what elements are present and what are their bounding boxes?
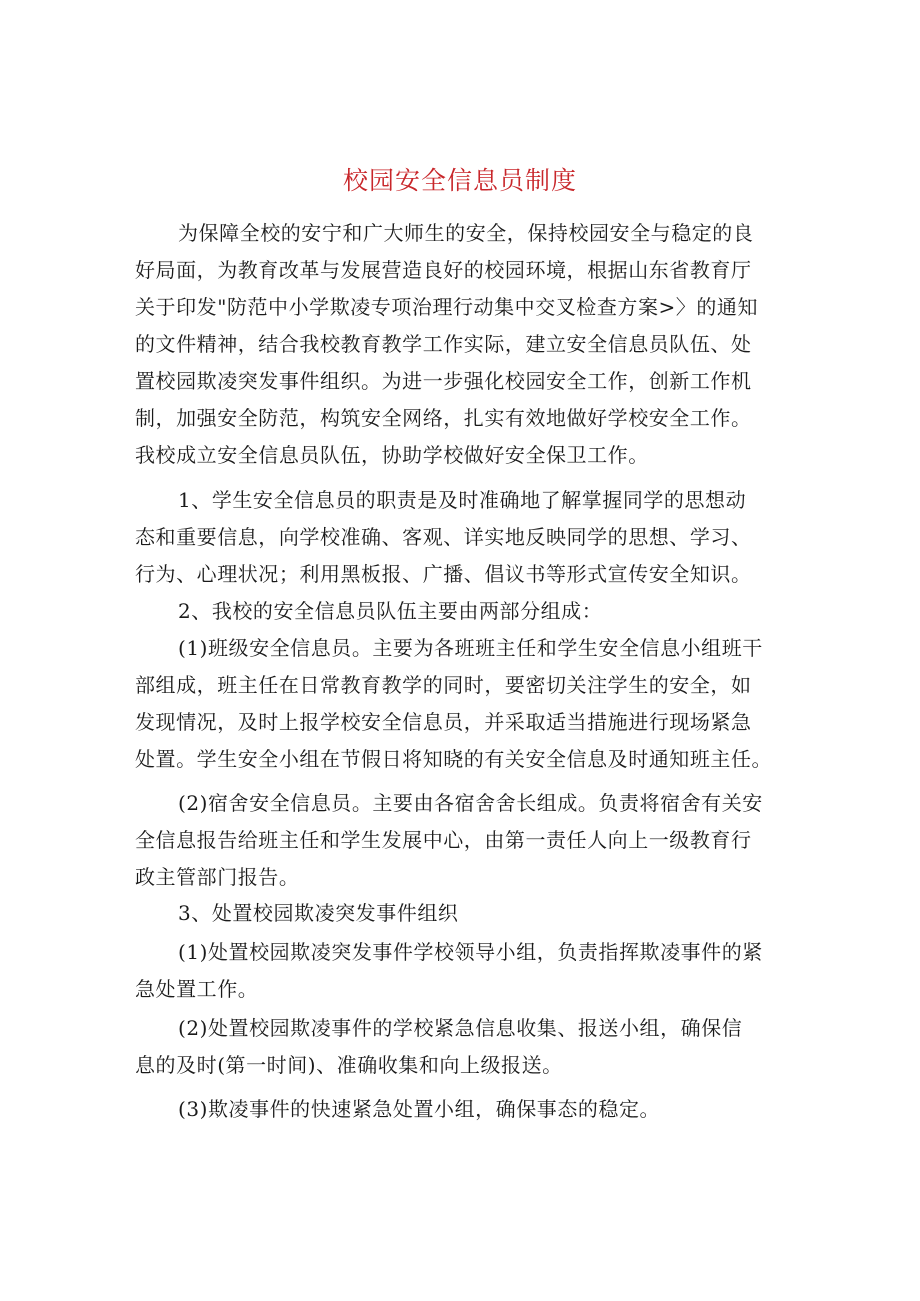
intro-line: 好局面，为教育改革与发展营造良好的校园环境，根据山东省教育厅 <box>135 258 752 282</box>
item2-1-line: 部组成，班主任在日常教育教学的同时，要密切关注学生的安全，如 <box>135 673 752 697</box>
item1-line: 行为、心理状况；利用黑板报、广播、倡议书等形式宣传安全知识。 <box>135 562 752 586</box>
intro-line: 的文件精神，结合我校教育教学工作实际，建立安全信息员队伍、处 <box>135 332 752 356</box>
intro-line: 关于印发"防范中小学欺凌专项治理行动集中交叉检查方案>〉的通知 <box>135 295 759 319</box>
item3-1-line: (1)处置校园欺凌突发事件学校领导小组，负责指挥欺凌事件的紧 <box>178 940 763 964</box>
item3-1-line: 急处置工作。 <box>135 977 259 1001</box>
item2-2-line: (2)宿舍安全信息员。主要由各宿舍舍长组成。负责将宿舍有关安 <box>178 791 763 815</box>
item1-line: 1、学生安全信息员的职责是及时准确地了解掌握同学的思想动 <box>178 488 747 512</box>
intro-line: 制，加强安全防范，构筑安全网络，扎实有效地做好学校安全工作。 <box>135 406 752 430</box>
item1-line: 态和重要信息，向学校准确、客观、详实地反映同学的思想、学习、 <box>135 525 752 549</box>
intro-line: 我校成立安全信息员队伍，协助学校做好安全保卫工作。 <box>135 443 649 467</box>
intro-line: 为保障全校的安宁和广大师生的安全，保持校园安全与稳定的良 <box>178 221 754 245</box>
item2-2-line: 全信息报告给班主任和学生发展中心，由第一责任人向上一级教育行 <box>135 828 752 852</box>
item3-3-line: (3)欺凌事件的快速紧急处置小组，确保事态的稳定。 <box>178 1097 661 1121</box>
item3-2-line: (2)处置校园欺凌事件的学校紧急信息收集、报送小组，确保信 <box>178 1016 743 1040</box>
intro-line: 置校园欺凌突发事件组织。为进一步强化校园安全工作，创新工作机 <box>135 369 752 393</box>
item2-2-line: 政主管部门报告。 <box>135 865 300 889</box>
page-title: 校园安全信息员制度 <box>342 166 577 195</box>
item3-2-line: 息的及时(第一时间)、准确收集和向上级报送。 <box>135 1053 563 1077</box>
item2-1-line: 处置。学生安全小组在节假日将知晓的有关安全信息及时通知班主任。 <box>135 747 773 771</box>
item2-heading: 2、我校的安全信息员队伍主要由两部分组成： <box>178 599 603 623</box>
item2-1-line: 发现情况，及时上报学校安全信息员，并采取适当措施进行现场紧急 <box>135 710 752 734</box>
item3-heading: 3、处置校园欺凌突发事件组织 <box>178 901 459 925</box>
item2-1-line: (1)班级安全信息员。主要为各班班主任和学生安全信息小组班干 <box>178 636 763 660</box>
